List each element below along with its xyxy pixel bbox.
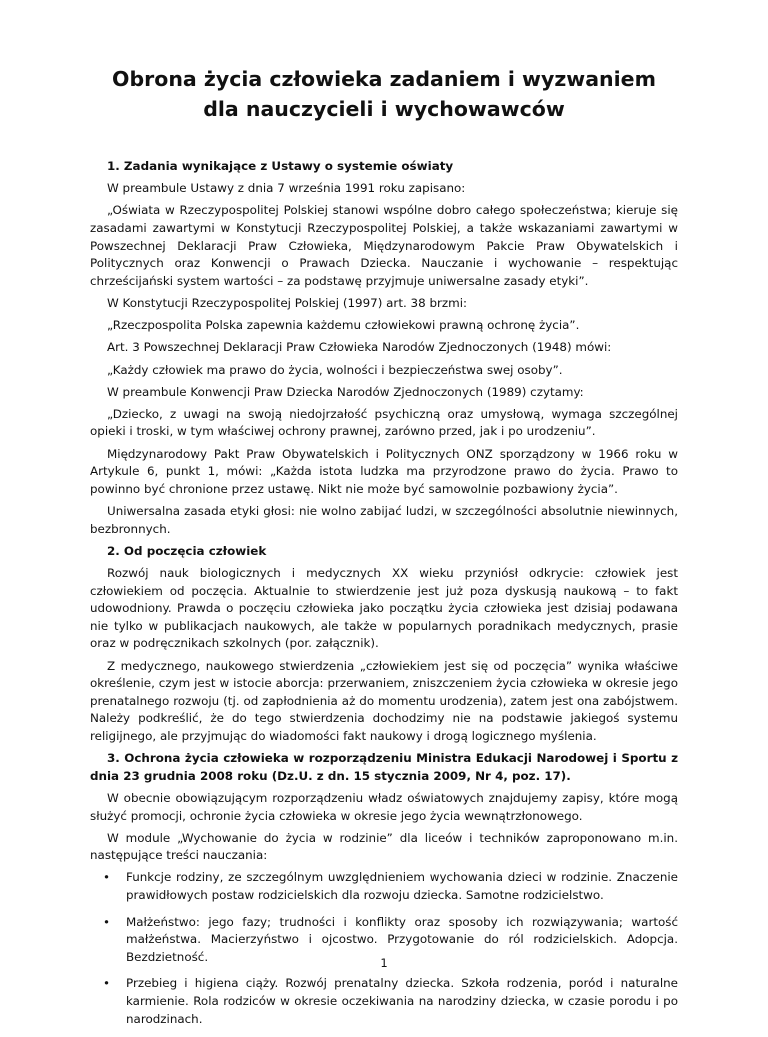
section-heading: 1. Zadania wynikające z Ustawy o systemie oświaty: [107, 159, 454, 173]
paragraph: „Dziecko, z uwagi na swoją niedojrzałość psychiczną oraz umysłową, wymaga szczególnej opieki i troski, w tym właściwej ochrony prawnej, zarówno przed, jak i po urodzeniu”.: [90, 406, 678, 439]
list-item: [90, 975, 678, 1028]
document-body: [90, 158, 678, 865]
paragraph: Rozwój nauk biologicznych i medycznych XX wieku przyniósł odkrycie: człowiek jest człowiekiem od poczęcia. Aktualnie to stwierdzenie jest już poza dyskusją naukową – to fakt udowodniony. Prawda o poczęciu człowieka jako początku życia człowieka jest dzisiaj podawana nie tylko w publikacjach naukowych, ale także w popularnych poradnikach medycznych, prasie oraz w podręcznikach szkolnych (por. załącznik).: [90, 566, 678, 651]
paragraph: Międzynarodowy Pakt Praw Obywatelskich i Politycznych ONZ sporządzony w 1966 roku w Artykule 6, punkt 1, mówi: „Każda istota ludzka ma przyrodzone prawo do życia. Prawo to powinno być chronione przez ustawę. Nikt nie może być samowolnie pozbawiony życia”.: [90, 446, 678, 496]
paragraph: W obecnie obowiązującym rozporządzeniu władz oświatowych znajdujemy zapisy, które mogą służyć promocji, ochronie życia człowieka w okresie jego życia wewnątrzłonowego.: [90, 790, 678, 823]
paragraph: W module „Wychowanie do życia w rodzinie” dla liceów i techników zaproponowano m.in. następujące treści nauczania:: [90, 830, 678, 863]
section-heading: 3. Ochrona życia człowieka w rozporządzeniu Ministra Edukacji Narodowej i Sportu z dnia 23 grudnia 2008 roku (Dz.U. z dn. 15 stycznia 2009, Nr 4, poz. 17).: [90, 751, 678, 783]
section-heading: 2. Od poczęcia człowiek: [107, 543, 267, 558]
title-line-2: dla nauczycieli i wychowawców: [203, 97, 565, 121]
paragraph: „Oświata w Rzeczypospolitej Polskiej stanowi wspólne dobro całego społeczeństwa; kieruje się zasadami zawartymi w Konstytucji Rzeczypospolitej Polskiej, a także wskazaniami zawartymi w Powszechnej Deklaracji Praw Człowieka, Międzynarodowym Pakcie Praw Obywatelskich i Politycznych oraz Konwencji o Prawach Dziecka. Nauczanie i wychowanie – respektując chrześcijański system wartości – za podstawę przyjmuje uniwersalne zasady etyki”.: [90, 203, 678, 288]
bullet-icon: •: [103, 870, 111, 885]
paragraph: „Każdy człowiek ma prawo do życia, wolności i bezpieczeństwa swej osoby”.: [107, 362, 563, 377]
paragraph: Z medycznego, naukowego stwierdzenia „człowiekiem jest się od poczęcia” wynika właściwe określenie, czym jest w istocie aborcja: przerwaniem, zniszczeniem życia człowieka w okresie jego prenatalnego rozwoju (tj. od zapłodnienia aż do momentu urodzenia), zatem jest ona zabójstwem. Należy podkreślić, że do tego stwierdzenia dochodzimy nie na podstawie jakiegoś systemu religijnego, ale przyjmując do wiadomości fakt naukowy i drogą logicznego myślenia.: [90, 658, 678, 743]
list-item: [90, 869, 678, 904]
title-line-1: Obrona życia człowieka zadaniem i wyzwaniem: [112, 67, 656, 91]
document-title: [90, 64, 678, 124]
bullet-icon: •: [103, 976, 111, 991]
paragraph: Uniwersalna zasada etyki głosi: nie wolno zabijać ludzi, w szczególności absolutnie niewinnych, bezbronnych.: [90, 504, 678, 536]
list-item-text: Przebieg i higiena ciąży. Rozwój prenatalny dziecka. Szkoła rodzenia, poród i naturalne karmienie. Rola rodziców w okresie oczekiwania na narodziny dziecka, w czasie porodu i po narodzinach.: [126, 976, 678, 1026]
list-item-text: Małżeństwo: jego fazy; trudności i konflikty oraz sposoby ich rozwiązywania; wartość małżeństwa. Macierzyństwo i ojcostwo. Przygotowanie do ról rodzicielskich. Adopcja. Bezdzietność.: [126, 914, 678, 964]
paragraph: Art. 3 Powszechnej Deklaracji Praw Człowieka Narodów Zjednoczonych (1948) mówi:: [107, 340, 612, 355]
page-number: 1: [380, 956, 388, 970]
document-page: [90, 64, 678, 1037]
paragraph: W preambule Konwencji Praw Dziecka Narodów Zjednoczonych (1989) czytamy:: [107, 384, 584, 399]
list-item-text: Funkcje rodziny, ze szczególnym uwzględnieniem wychowania dzieci w rodzinie. Znaczenie prawidłowych postaw rodzicielskich dla rozwoju dziecka. Samotne rodzicielstwo.: [126, 870, 678, 903]
paragraph: „Rzeczpospolita Polska zapewnia każdemu człowiekowi prawną ochronę życia”.: [107, 318, 580, 333]
paragraph: W preambule Ustawy z dnia 7 września 1991 roku zapisano:: [107, 181, 466, 196]
content-list: [90, 869, 678, 1028]
bullet-icon: •: [103, 914, 111, 929]
paragraph: W Konstytucji Rzeczypospolitej Polskiej (1997) art. 38 brzmi:: [107, 295, 468, 310]
